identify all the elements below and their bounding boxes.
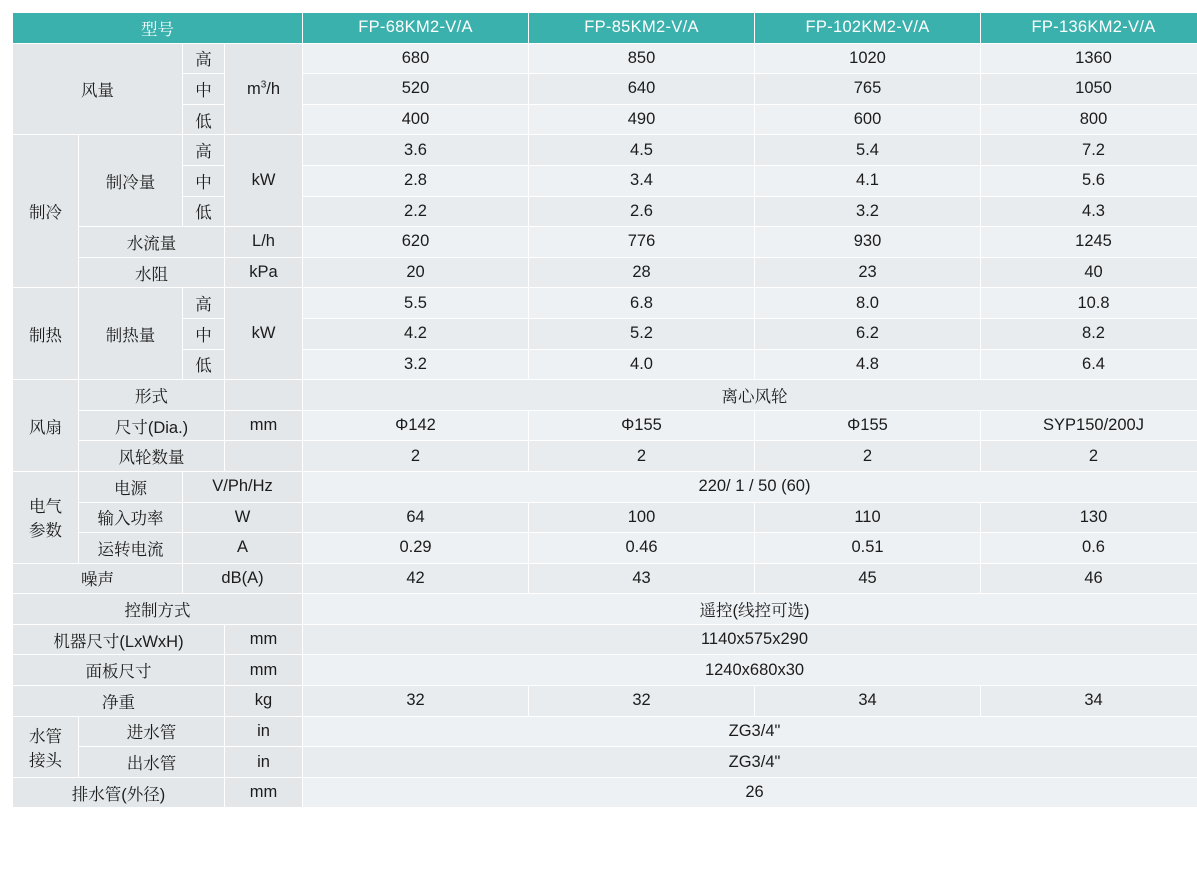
cell-running-current-2: 0.46 [529, 533, 755, 564]
unit-mm: mm [225, 655, 303, 686]
cell-fan-size-4: SYP150/200J [981, 410, 1197, 441]
cell-input-power-3: 110 [755, 502, 981, 533]
cell-heating-high-1: 5.5 [303, 288, 529, 319]
cell-airflow-mid-4: 1050 [981, 74, 1197, 105]
cell-cooling-low-2: 2.6 [529, 196, 755, 227]
unit-vphhz: V/Ph/Hz [183, 471, 303, 502]
cell-water-flow-4: 1245 [981, 227, 1197, 258]
table-row [13, 716, 1197, 747]
table-row [13, 624, 1197, 655]
unit-airflow [225, 43, 303, 135]
unit-blank [225, 441, 303, 472]
unit-kw: kW [225, 288, 303, 380]
row-label-fan-type: 形式 [79, 380, 225, 411]
cell-water-flow-3: 930 [755, 227, 981, 258]
table-row [13, 165, 1197, 196]
unit-a: A [183, 533, 303, 564]
cell-fan-count-1: 2 [303, 441, 529, 472]
cell-water-flow-1: 620 [303, 227, 529, 258]
cell-noise-3: 45 [755, 563, 981, 594]
table-row [13, 135, 1197, 166]
cell-net-weight-1: 32 [303, 686, 529, 717]
cell-fan-size-1: Φ142 [303, 410, 529, 441]
cell-running-current-4: 0.6 [981, 533, 1197, 564]
row-label-fan: 风扇 [13, 380, 79, 472]
cell-water-resistance-1: 20 [303, 257, 529, 288]
cell-heating-low-4: 6.4 [981, 349, 1197, 380]
row-label-high: 高 [183, 43, 225, 74]
row-label-heating-capacity: 制热量 [79, 288, 183, 380]
header-model-3: FP-102KM2-V/A [755, 13, 981, 44]
row-label-low: 低 [183, 104, 225, 135]
unit-kw: kW [225, 135, 303, 227]
cell-net-weight-2: 32 [529, 686, 755, 717]
cell-drain-pipe-value: 26 [303, 777, 1197, 808]
row-label-cooling: 制冷 [13, 135, 79, 288]
cell-heating-low-1: 3.2 [303, 349, 529, 380]
cell-noise-4: 46 [981, 563, 1197, 594]
unit-kg: kg [225, 686, 303, 717]
unit-mm: mm [225, 777, 303, 808]
specification-table [12, 12, 1197, 808]
cell-water-flow-2: 776 [529, 227, 755, 258]
table-row [13, 227, 1197, 258]
cell-noise-1: 42 [303, 563, 529, 594]
unit-w: W [183, 502, 303, 533]
row-label-fan-size: 尺寸(Dia.) [79, 410, 225, 441]
cell-net-weight-4: 34 [981, 686, 1197, 717]
table-row [13, 349, 1197, 380]
table-row [13, 441, 1197, 472]
row-label-low: 低 [183, 349, 225, 380]
cell-cooling-mid-2: 3.4 [529, 165, 755, 196]
row-label-mid: 中 [183, 74, 225, 105]
cell-running-current-3: 0.51 [755, 533, 981, 564]
cell-cooling-mid-1: 2.8 [303, 165, 529, 196]
cell-airflow-low-2: 490 [529, 104, 755, 135]
cell-airflow-high-4: 1360 [981, 43, 1197, 74]
unit-airflow-text: $m^3/h$ [247, 80, 280, 98]
cell-power-supply-value: 220/ 1 / 50 (60) [303, 471, 1197, 502]
cell-cooling-high-1: 3.6 [303, 135, 529, 166]
row-label-input-power: 输入功率 [79, 502, 183, 533]
unit-lh: L/h [225, 227, 303, 258]
row-label-electrical-line1: 电气 [13, 493, 78, 517]
row-label-noise: 噪声 [13, 563, 183, 594]
cell-heating-high-2: 6.8 [529, 288, 755, 319]
row-label-pipe-joint-line1: 水管 [13, 723, 78, 747]
table-row [13, 196, 1197, 227]
cell-noise-2: 43 [529, 563, 755, 594]
cell-input-power-1: 64 [303, 502, 529, 533]
table-row [13, 502, 1197, 533]
cell-cooling-mid-3: 4.1 [755, 165, 981, 196]
cell-fan-type-value: 离心风轮 [303, 380, 1197, 411]
unit-in: in [225, 747, 303, 778]
unit-mm: mm [225, 410, 303, 441]
cell-heating-high-4: 10.8 [981, 288, 1197, 319]
cell-airflow-high-1: 680 [303, 43, 529, 74]
cell-airflow-mid-3: 765 [755, 74, 981, 105]
cell-heating-low-2: 4.0 [529, 349, 755, 380]
table-row [13, 74, 1197, 105]
row-label-low: 低 [183, 196, 225, 227]
unit-blank [225, 380, 303, 411]
table-row [13, 410, 1197, 441]
row-label-net-weight: 净重 [13, 686, 225, 717]
cell-control-method-value: 遥控(线控可选) [303, 594, 1197, 625]
row-label-inlet-pipe: 进水管 [79, 716, 225, 747]
cell-heating-mid-2: 5.2 [529, 318, 755, 349]
header-model-4: FP-136KM2-V/A [981, 13, 1197, 44]
row-label-outlet-pipe: 出水管 [79, 747, 225, 778]
table-row [13, 43, 1197, 74]
row-label-power-supply: 电源 [79, 471, 183, 502]
row-label-control-method: 控制方式 [13, 594, 303, 625]
row-label-water-flow: 水流量 [79, 227, 225, 258]
cell-cooling-low-4: 4.3 [981, 196, 1197, 227]
cell-cooling-high-3: 5.4 [755, 135, 981, 166]
cell-input-power-4: 130 [981, 502, 1197, 533]
cell-panel-dimensions-value: 1240x680x30 [303, 655, 1197, 686]
cell-water-resistance-2: 28 [529, 257, 755, 288]
table-row [13, 655, 1197, 686]
cell-airflow-low-3: 600 [755, 104, 981, 135]
table-row [13, 318, 1197, 349]
table-row [13, 104, 1197, 135]
row-label-water-resistance: 水阻 [79, 257, 225, 288]
row-label-electrical [13, 471, 79, 563]
row-label-drain-pipe: 排水管(外径) [13, 777, 225, 808]
cell-cooling-high-2: 4.5 [529, 135, 755, 166]
table-row [13, 686, 1197, 717]
cell-water-resistance-3: 23 [755, 257, 981, 288]
cell-heating-mid-3: 6.2 [755, 318, 981, 349]
table-header-row [13, 13, 1197, 44]
cell-cooling-high-4: 7.2 [981, 135, 1197, 166]
row-label-heating: 制热 [13, 288, 79, 380]
table-row [13, 594, 1197, 625]
cell-airflow-mid-2: 640 [529, 74, 755, 105]
cell-fan-count-4: 2 [981, 441, 1197, 472]
cell-net-weight-3: 34 [755, 686, 981, 717]
cell-fan-size-3: Φ155 [755, 410, 981, 441]
cell-cooling-low-3: 3.2 [755, 196, 981, 227]
table-row [13, 777, 1197, 808]
cell-cooling-low-1: 2.2 [303, 196, 529, 227]
cell-input-power-2: 100 [529, 502, 755, 533]
unit-kpa: kPa [225, 257, 303, 288]
cell-fan-size-2: Φ155 [529, 410, 755, 441]
cell-running-current-1: 0.29 [303, 533, 529, 564]
table-row [13, 257, 1197, 288]
unit-in: in [225, 716, 303, 747]
row-label-running-current: 运转电流 [79, 533, 183, 564]
row-label-airflow: 风量 [13, 43, 183, 135]
table-row [13, 533, 1197, 564]
header-model-2: FP-85KM2-V/A [529, 13, 755, 44]
cell-airflow-high-3: 1020 [755, 43, 981, 74]
row-label-fan-count: 风轮数量 [79, 441, 225, 472]
row-label-mid: 中 [183, 165, 225, 196]
row-label-pipe-joint-line2: 接头 [13, 747, 78, 771]
cell-inlet-pipe-value: ZG3/4" [303, 716, 1197, 747]
table-row [13, 747, 1197, 778]
cell-airflow-low-4: 800 [981, 104, 1197, 135]
cell-outlet-pipe-value: ZG3/4" [303, 747, 1197, 778]
row-label-electrical-line2: 参数 [13, 517, 78, 541]
cell-heating-low-3: 4.8 [755, 349, 981, 380]
unit-dba: dB(A) [183, 563, 303, 594]
cell-airflow-mid-1: 520 [303, 74, 529, 105]
row-label-panel-dimensions: 面板尺寸 [13, 655, 225, 686]
header-model-1: FP-68KM2-V/A [303, 13, 529, 44]
row-label-high: 高 [183, 135, 225, 166]
row-label-pipe-joint [13, 716, 79, 777]
cell-fan-count-3: 2 [755, 441, 981, 472]
row-label-high: 高 [183, 288, 225, 319]
table-row [13, 380, 1197, 411]
row-label-mid: 中 [183, 318, 225, 349]
cell-cooling-mid-4: 5.6 [981, 165, 1197, 196]
cell-heating-high-3: 8.0 [755, 288, 981, 319]
unit-mm: mm [225, 624, 303, 655]
table-row [13, 471, 1197, 502]
table-row [13, 288, 1197, 319]
cell-airflow-high-2: 850 [529, 43, 755, 74]
cell-heating-mid-4: 8.2 [981, 318, 1197, 349]
row-label-unit-dimensions: 机器尺寸(LxWxH) [13, 624, 225, 655]
header-model-label: 型号 [13, 13, 303, 44]
row-label-cooling-capacity: 制冷量 [79, 135, 183, 227]
cell-fan-count-2: 2 [529, 441, 755, 472]
cell-heating-mid-1: 4.2 [303, 318, 529, 349]
cell-airflow-low-1: 400 [303, 104, 529, 135]
cell-water-resistance-4: 40 [981, 257, 1197, 288]
table-row [13, 563, 1197, 594]
cell-unit-dimensions-value: 1140x575x290 [303, 624, 1197, 655]
